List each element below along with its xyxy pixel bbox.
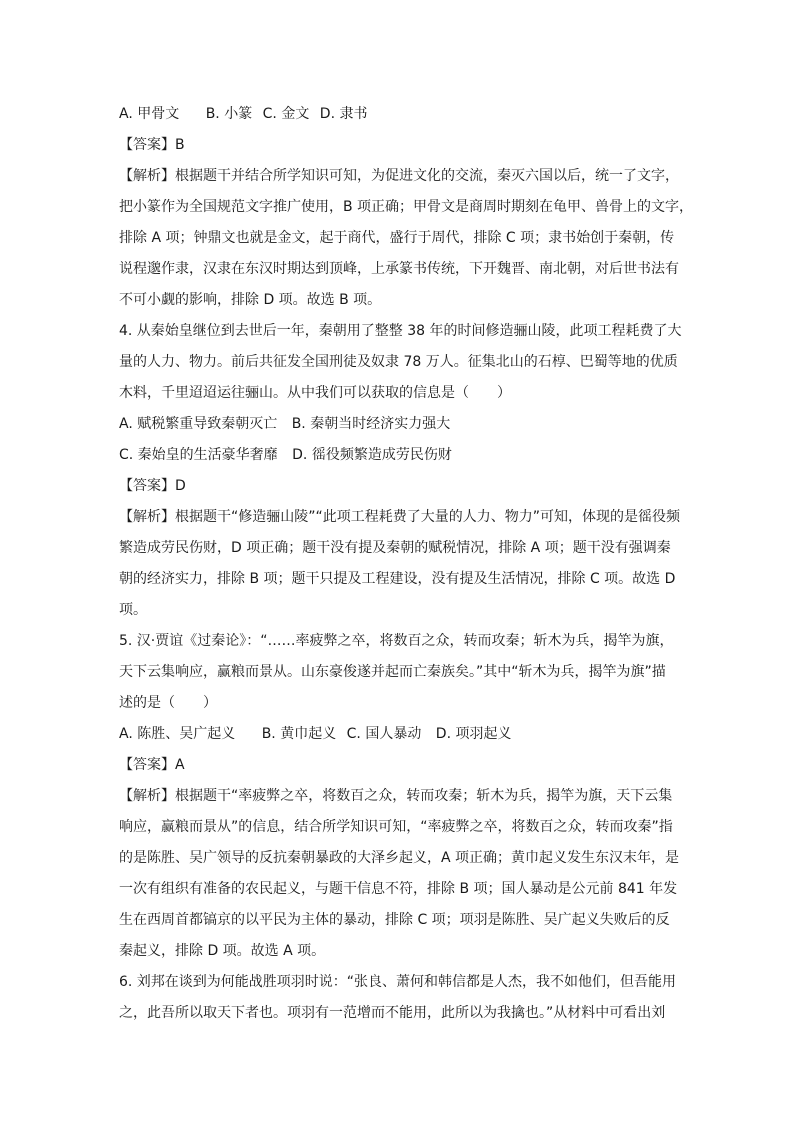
q5-stem-line: 5. 汉·贾谊《过秦论》：“……率疲弊之卒，将数百之众，转而攻秦；斩木为兵，揭竿为旗， — [119, 633, 674, 649]
q5-options — [119, 719, 682, 750]
q3-option-d: D. 隶书 — [319, 106, 368, 122]
q3-option-c: C. 金文 — [262, 106, 310, 122]
q3-analysis-line: 排除 A 项；钟鼎文也就是金文，起于商代，盛行于周代，排除 C 项；隶书始创于秦朝，传 — [119, 230, 675, 246]
q5-analysis-line: 一次有组织有准备的农民起义，与题干信息不符，排除 B 项；国人暴动是公元前 841 年发 — [119, 881, 678, 897]
document-body — [119, 99, 694, 1029]
q5-analysis-line: 【解析】根据题干“率疲弊之卒，将数百之众，转而攻秦；斩木为兵，揭竿为旗，天下云集 — [119, 788, 673, 804]
q5-option-c: C. 国人暴动 — [346, 726, 422, 742]
q5-analysis-line: 响应，赢粮而景从”的信息，结合所学知识可知，“率疲弊之卒，将数百之众，转而攻秦”指 — [119, 819, 673, 835]
q3-analysis-line: 不可小觑的影响，排除 D 项。故选 B 项。 — [119, 292, 382, 308]
q5-analysis — [119, 781, 682, 967]
q4-analysis-line: 繁造成劳民伤财，D 项正确；题干没有提及秦朝的赋税情况，排除 A 项；题干没有强调秦 — [119, 540, 671, 556]
q4-options-row-1 — [119, 409, 682, 440]
q5-stem-line: 天下云集响应，赢粮而景从。山东豪俊遂并起而亡秦族矣。”其中“斩木为兵，揭竿为旗”描 — [119, 664, 666, 680]
q3-analysis-line: 把小篆作为全国规范文字推广使用，B 项正确；甲骨文是商周时期刻在龟甲、兽骨上的文字， — [119, 199, 694, 215]
q5-analysis-line: 的是陈胜、吴广领导的反抗秦朝暴政的大泽乡起义，A 项正确；黄巾起义发生东汉末年，是 — [119, 850, 680, 866]
q5-option-a: A. 陈胜、吴广起义 — [119, 726, 236, 742]
q5-stem — [119, 626, 682, 719]
q5-option-d: D. 项羽起义 — [435, 726, 512, 742]
q4-option-d: D. 徭役频繁造成劳民伤财 — [292, 447, 452, 463]
q5-analysis-line: 秦起义，排除 D 项。故选 A 项。 — [119, 943, 326, 959]
q6-stem-line: 之，此吾所以取天下者也。项羽有一范增而不能用，此所以为我擒也。”从材料中可看出刘 — [119, 1005, 666, 1021]
q4-stem-line: 4. 从秦始皇继位到去世后一年，秦朝用了整整 38 年的时间修造骊山陵，此项工程耗费了大 — [119, 323, 682, 339]
q4-options-row-2 — [119, 440, 682, 471]
q6-stem-line: 6. 刘邦在谈到为何能战胜项羽时说：“张良、萧何和韩信都是人杰，我不如他们，但吾能用 — [119, 974, 677, 990]
q4-answer: 【答案】D — [119, 478, 186, 494]
q3-analysis-line: 说程邈作隶，汉隶在东汉时期达到顶峰，上承篆书传统，下开魏晋、南北朝，对后世书法有 — [119, 261, 679, 277]
q4-option-a: A. 赋税繁重导致秦朝灭亡 — [119, 416, 278, 432]
q4-analysis-line: 朝的经济实力，排除 B 项；题干只提及工程建设，没有提及生活情况，排除 C 项。故选 D — [119, 571, 676, 587]
q3-option-a: A. 甲骨文 — [119, 106, 180, 122]
q4-option-b: B. 秦朝当时经济实力强大 — [291, 416, 451, 432]
q6-stem — [119, 967, 682, 1029]
q4-stem-line: 量的人力、物力。前后共征发全国刑徒及奴隶 78 万人。征集北山的石椁、巴蜀等地的优质 — [119, 354, 678, 370]
q4-analysis-line: 项。 — [119, 602, 147, 618]
q3-analysis-line: 【解析】根据题干并结合所学知识可知，为促进文化的交流，秦灭六国以后，统一了文字， — [119, 168, 679, 184]
q5-answer: 【答案】A — [119, 757, 185, 773]
q4-stem-line: 木料，千里迢迢运往骊山。从中我们可以获取的信息是（ ） — [119, 385, 511, 401]
q5-stem-line: 述的是（ ） — [119, 695, 217, 711]
q5-option-b: B. 黄巾起义 — [261, 726, 337, 742]
q4-stem — [119, 316, 682, 409]
q3-option-b: B. 小篆 — [205, 106, 253, 122]
q3-answer: 【答案】B — [119, 137, 185, 153]
q5-analysis-line: 生在西周首都镐京的以平民为主体的暴动，排除 C 项；项羽是陈胜、吴广起义失败后的反 — [119, 912, 670, 928]
q4-analysis-line: 【解析】根据题干“修造骊山陵”“此项工程耗费了大量的人力、物力”可知，体现的是徭役频 — [119, 509, 681, 525]
q3-analysis — [119, 161, 694, 316]
q4-option-c: C. 秦始皇的生活豪华奢靡 — [119, 447, 278, 463]
q4-analysis — [119, 502, 682, 626]
q3-options — [119, 99, 682, 130]
